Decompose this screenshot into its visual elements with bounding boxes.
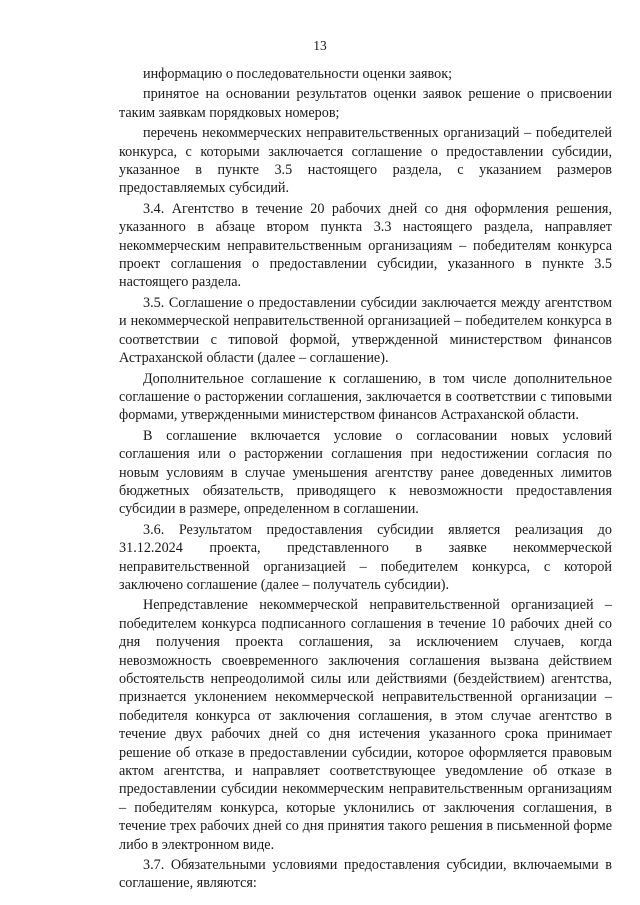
paragraph-clause-3-5: 3.5. Соглашение о предоставлении субсидии заключается между агентством и некоммерческой неправительственной организацией – победителем конкурса в соответствии с типовой формой, утвержденной министерством финансов Астраханской области (далее – соглашение). (119, 294, 612, 367)
paragraph-clause-3-7: 3.7. Обязательными условиями предоставления субсидии, включаемыми в соглашение, являются: (119, 857, 612, 892)
paragraph-clause-3-4: 3.4. Агентство в течение 20 рабочих дней со дня оформления решения, указанного в абзаце втором пункта 3.3 настоящего раздела, направляет некоммерческим неправительственным организациям – победителям конкурса проект соглашения о предоставлении субсидии, указанного в пункте 3.5 настоящего раздела. (119, 200, 612, 291)
document-body (119, 65, 612, 895)
paragraph-evaluation-sequence: информацию о последовательности оценки заявок; (143, 66, 453, 82)
paragraph-additional-agreement: Дополнительное соглашение к соглашению, в том числе дополнительное соглашение о расторжении соглашения, заключается в соответствии с типовыми формами, утвержденными министерством финансов Астраханской области. (119, 370, 612, 424)
paragraph-new-conditions: В соглашение включается условие о согласовании новых условий соглашения или о расторжении соглашения при недостижении согласия по новым условиям в случае уменьшения агентству ранее доведенных лимитов бюджетных обязательств, приводящего к невозможности предоставления субсидии в размере, определенном в соглашении. (119, 427, 612, 518)
paragraph-numbering-decision: принятое на основании результатов оценки заявок решение о присвоении таким заявкам порядковых номеров; (119, 86, 612, 121)
page-number: 13 (313, 38, 327, 53)
paragraph-winners-list: перечень некоммерческих неправительственных организаций – победителей конкурса, с которыми заключается соглашение о предоставлении субсидии, указанное в пункте 3.5 настоящего раздела, с указанием размеров предоставляемых субсидий. (119, 125, 612, 197)
paragraph-clause-3-6: 3.6. Результатом предоставления субсидии является реализация до 31.12.2024 проекта, представленного в заявке некоммерческой неправительственной организацией – победителем конкурса, с которой заключено соглашение (далее – получатель субсидии). (119, 521, 612, 593)
paragraph-non-submission: Непредставление некоммерческой неправительственной организацией – победителем конкурса подписанного соглашения в течение 10 рабочих дней со дня получения проекта соглашения, за исключением случаев, когда невозможность своевременного заключения соглашения вызвана действием обстоятельств непреодолимой силы или действиями (бездействием) агентства, признается уклонением некоммерческой неправительственной организации – победителя конкурса от заключения соглашения, в этом случае агентство в течение двух рабочих дней со дня истечения указанного срока принимает решение об отказе в предоставлении субсидии, которое оформляется правовым актом агентства, и направляет соответствующее уведомление об отказе в предоставлении субсидии некоммерческим неправительственным организациям – победителям конкурса, которые уклонились от заключения соглашения, в течение трех рабочих дней со дня принятия такого решения в письменной форме либо в электронном виде. (119, 597, 612, 853)
